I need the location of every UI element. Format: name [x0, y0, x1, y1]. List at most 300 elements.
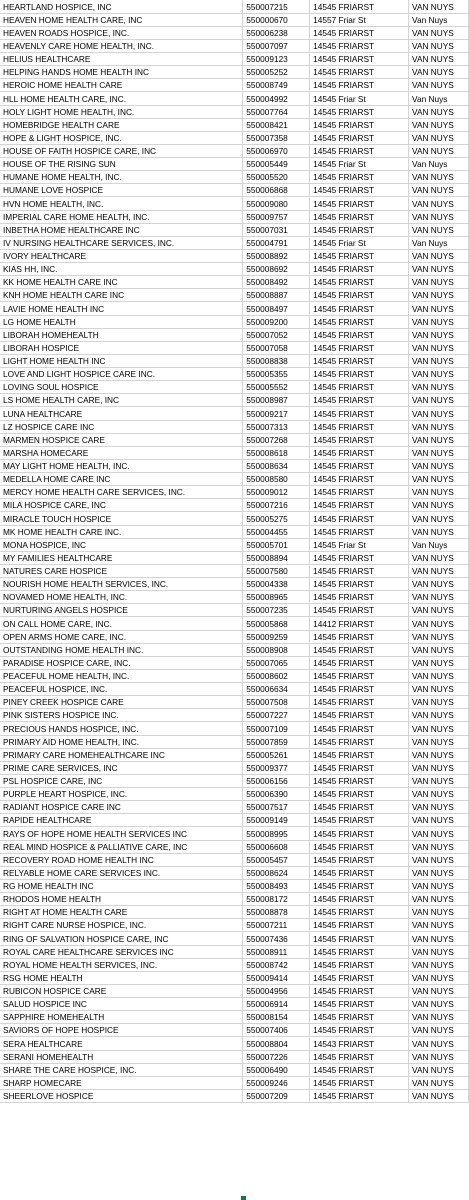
city-cell[interactable]: VAN NUYS [409, 761, 469, 774]
provider-id-cell[interactable]: 550008908 [243, 643, 310, 656]
name-cell[interactable]: HVN HOME HEALTH, INC. [0, 197, 243, 210]
address-cell[interactable]: 14545 FRIARST [310, 827, 409, 840]
provider-id-cell[interactable]: 550005252 [243, 66, 310, 79]
city-cell[interactable]: VAN NUYS [409, 958, 469, 971]
provider-id-cell[interactable]: 550004992 [243, 92, 310, 105]
provider-id-cell[interactable]: 550007031 [243, 223, 310, 236]
provider-id-cell[interactable]: 550006970 [243, 144, 310, 157]
provider-id-cell[interactable]: 550007517 [243, 801, 310, 814]
city-cell[interactable]: VAN NUYS [409, 656, 469, 669]
city-cell[interactable]: VAN NUYS [409, 1063, 469, 1076]
provider-id-cell[interactable]: 550008692 [243, 263, 310, 276]
name-cell[interactable]: OUTSTANDING HOME HEALTH INC. [0, 643, 243, 656]
address-cell[interactable]: 14545 FRIARST [310, 315, 409, 328]
address-cell[interactable]: 14545 FRIARST [310, 551, 409, 564]
address-cell[interactable]: 14545 FRIARST [310, 26, 409, 39]
provider-id-cell[interactable]: 550007109 [243, 722, 310, 735]
city-cell[interactable]: VAN NUYS [409, 184, 469, 197]
name-cell[interactable]: IMPERIAL CARE HOME HEALTH, INC. [0, 210, 243, 223]
provider-id-cell[interactable]: 550008634 [243, 459, 310, 472]
provider-id-cell[interactable]: 550007313 [243, 420, 310, 433]
address-cell[interactable]: 14545 FRIARST [310, 394, 409, 407]
address-cell[interactable]: 14545 FRIARST [310, 459, 409, 472]
address-cell[interactable]: 14545 FRIARST [310, 774, 409, 787]
city-cell[interactable]: VAN NUYS [409, 578, 469, 591]
city-cell[interactable]: VAN NUYS [409, 446, 469, 459]
name-cell[interactable]: MARMEN HOSPICE CARE [0, 433, 243, 446]
city-cell[interactable]: VAN NUYS [409, 1037, 469, 1050]
city-cell[interactable]: VAN NUYS [409, 774, 469, 787]
name-cell[interactable]: SHEERLOVE HOSPICE [0, 1089, 243, 1102]
name-cell[interactable]: SHARP HOMECARE [0, 1076, 243, 1089]
address-cell[interactable]: 14545 FRIARST [310, 1024, 409, 1037]
city-cell[interactable]: VAN NUYS [409, 1024, 469, 1037]
name-cell[interactable]: SHARE THE CARE HOSPICE, INC. [0, 1063, 243, 1076]
city-cell[interactable]: VAN NUYS [409, 998, 469, 1011]
city-cell[interactable]: VAN NUYS [409, 39, 469, 52]
city-cell[interactable]: VAN NUYS [409, 341, 469, 354]
address-cell[interactable]: 14545 FRIARST [310, 971, 409, 984]
city-cell[interactable]: VAN NUYS [409, 696, 469, 709]
name-cell[interactable]: PINEY CREEK HOSPICE CARE [0, 696, 243, 709]
address-cell[interactable]: 14545 FRIARST [310, 486, 409, 499]
name-cell[interactable]: HUMANE HOME HEALTH, INC. [0, 171, 243, 184]
name-cell[interactable]: PRIME CARE SERVICES, INC [0, 761, 243, 774]
provider-id-cell[interactable]: 550005355 [243, 368, 310, 381]
provider-id-cell[interactable]: 550006156 [243, 774, 310, 787]
name-cell[interactable]: NATURES CARE HOSPICE [0, 564, 243, 577]
name-cell[interactable]: MERCY HOME HEALTH CARE SERVICES, INC. [0, 486, 243, 499]
name-cell[interactable]: SERA HEALTHCARE [0, 1037, 243, 1050]
address-cell[interactable]: 14545 FRIARST [310, 906, 409, 919]
name-cell[interactable]: MK HOME HEALTH CARE INC. [0, 525, 243, 538]
provider-id-cell[interactable]: 550008838 [243, 354, 310, 367]
provider-id-cell[interactable]: 550007268 [243, 433, 310, 446]
provider-id-cell[interactable]: 550007216 [243, 499, 310, 512]
address-cell[interactable]: 14545 FRIARST [310, 958, 409, 971]
provider-id-cell[interactable]: 550007227 [243, 709, 310, 722]
address-cell[interactable]: 14545 FRIARST [310, 144, 409, 157]
provider-id-cell[interactable]: 550005520 [243, 171, 310, 184]
provider-id-cell[interactable]: 550007065 [243, 656, 310, 669]
provider-id-cell[interactable]: 550007358 [243, 131, 310, 144]
provider-id-cell[interactable]: 550009200 [243, 315, 310, 328]
city-cell[interactable]: VAN NUYS [409, 1011, 469, 1024]
name-cell[interactable]: HEAVEN HOME HEALTH CARE, INC [0, 13, 243, 26]
provider-id-cell[interactable]: 550008154 [243, 1011, 310, 1024]
city-cell[interactable]: VAN NUYS [409, 210, 469, 223]
city-cell[interactable]: VAN NUYS [409, 801, 469, 814]
address-cell[interactable]: 14545 FRIARST [310, 591, 409, 604]
name-cell[interactable]: PSL HOSPICE CARE, INC [0, 774, 243, 787]
provider-id-cell[interactable]: 550008894 [243, 551, 310, 564]
name-cell[interactable]: HLL HOME HEALTH CARE, INC. [0, 92, 243, 105]
name-cell[interactable]: HOPE & LIGHT HOSPICE, INC. [0, 131, 243, 144]
city-cell[interactable]: Van Nuys [409, 92, 469, 105]
address-cell[interactable]: 14545 FRIARST [310, 328, 409, 341]
city-cell[interactable]: VAN NUYS [409, 249, 469, 262]
provider-id-cell[interactable]: 550007508 [243, 696, 310, 709]
city-cell[interactable]: VAN NUYS [409, 906, 469, 919]
provider-id-cell[interactable]: 550005701 [243, 538, 310, 551]
name-cell[interactable]: MILA HOSPICE CARE, INC [0, 499, 243, 512]
address-cell[interactable]: 14545 FRIARST [310, 879, 409, 892]
provider-id-cell[interactable]: 550007209 [243, 1089, 310, 1102]
city-cell[interactable]: VAN NUYS [409, 669, 469, 682]
city-cell[interactable]: VAN NUYS [409, 394, 469, 407]
address-cell[interactable]: 14545 FRIARST [310, 866, 409, 879]
address-cell[interactable]: 14545 FRIARST [310, 473, 409, 486]
city-cell[interactable]: VAN NUYS [409, 709, 469, 722]
city-cell[interactable]: VAN NUYS [409, 564, 469, 577]
provider-id-cell[interactable]: 550005868 [243, 617, 310, 630]
city-cell[interactable]: VAN NUYS [409, 354, 469, 367]
provider-id-cell[interactable]: 550007058 [243, 341, 310, 354]
address-cell[interactable]: 14545 FRIARST [310, 840, 409, 853]
address-cell[interactable]: 14545 FRIARST [310, 131, 409, 144]
city-cell[interactable]: VAN NUYS [409, 945, 469, 958]
provider-id-cell[interactable]: 550009217 [243, 407, 310, 420]
address-cell[interactable]: 14545 FRIARST [310, 932, 409, 945]
name-cell[interactable]: LOVE AND LIGHT HOSPICE CARE INC. [0, 368, 243, 381]
provider-id-cell[interactable]: 550006238 [243, 26, 310, 39]
name-cell[interactable]: ROYAL CARE HEALTHCARE SERVICES INC [0, 945, 243, 958]
city-cell[interactable]: VAN NUYS [409, 722, 469, 735]
name-cell[interactable]: IV NURSING HEALTHCARE SERVICES, INC. [0, 236, 243, 249]
city-cell[interactable]: VAN NUYS [409, 328, 469, 341]
city-cell[interactable]: Van Nuys [409, 158, 469, 171]
city-cell[interactable]: VAN NUYS [409, 289, 469, 302]
name-cell[interactable]: HOUSE OF THE RISING SUN [0, 158, 243, 171]
city-cell[interactable]: Van Nuys [409, 13, 469, 26]
name-cell[interactable]: RELYABLE HOME CARE SERVICES INC. [0, 866, 243, 879]
city-cell[interactable]: VAN NUYS [409, 604, 469, 617]
city-cell[interactable]: VAN NUYS [409, 683, 469, 696]
city-cell[interactable]: VAN NUYS [409, 368, 469, 381]
city-cell[interactable]: VAN NUYS [409, 407, 469, 420]
provider-id-cell[interactable]: 550004791 [243, 236, 310, 249]
address-cell[interactable]: 14545 FRIARST [310, 79, 409, 92]
address-cell[interactable]: 14545 FRIARST [310, 105, 409, 118]
address-cell[interactable]: 14545 FRIARST [310, 945, 409, 958]
name-cell[interactable]: RG HOME HEALTH INC [0, 879, 243, 892]
provider-id-cell[interactable]: 550009123 [243, 53, 310, 66]
provider-id-cell[interactable]: 550006868 [243, 184, 310, 197]
city-cell[interactable]: VAN NUYS [409, 866, 469, 879]
address-cell[interactable]: 14545 FRIARST [310, 249, 409, 262]
provider-id-cell[interactable]: 550008172 [243, 893, 310, 906]
provider-id-cell[interactable]: 550008987 [243, 394, 310, 407]
city-cell[interactable]: VAN NUYS [409, 840, 469, 853]
provider-id-cell[interactable]: 550006634 [243, 683, 310, 696]
name-cell[interactable]: HEAVENLY CARE HOME HEALTH, INC. [0, 39, 243, 52]
provider-id-cell[interactable]: 550006490 [243, 1063, 310, 1076]
provider-id-cell[interactable]: 550004338 [243, 578, 310, 591]
city-cell[interactable]: VAN NUYS [409, 643, 469, 656]
address-cell[interactable]: 14545 FRIARST [310, 669, 409, 682]
city-cell[interactable]: VAN NUYS [409, 223, 469, 236]
provider-id-cell[interactable]: 550008624 [243, 866, 310, 879]
city-cell[interactable]: Van Nuys [409, 538, 469, 551]
name-cell[interactable]: KK HOME HEALTH CARE INC [0, 276, 243, 289]
provider-id-cell[interactable]: 550008911 [243, 945, 310, 958]
city-cell[interactable]: VAN NUYS [409, 53, 469, 66]
address-cell[interactable]: 14545 FRIARST [310, 446, 409, 459]
name-cell[interactable]: HUMANE LOVE HOSPICE [0, 184, 243, 197]
city-cell[interactable]: VAN NUYS [409, 79, 469, 92]
provider-id-cell[interactable]: 550005552 [243, 381, 310, 394]
address-cell[interactable]: 14545 FRIARST [310, 420, 409, 433]
name-cell[interactable]: NURTURING ANGELS HOSPICE [0, 604, 243, 617]
city-cell[interactable]: VAN NUYS [409, 1076, 469, 1089]
name-cell[interactable]: HELPING HANDS HOME HEALTH INC [0, 66, 243, 79]
city-cell[interactable]: VAN NUYS [409, 144, 469, 157]
provider-id-cell[interactable]: 550006608 [243, 840, 310, 853]
city-cell[interactable]: VAN NUYS [409, 276, 469, 289]
name-cell[interactable]: RHODOS HOME HEALTH [0, 893, 243, 906]
name-cell[interactable]: INBETHA HOME HEALTHCARE INC [0, 223, 243, 236]
city-cell[interactable]: VAN NUYS [409, 26, 469, 39]
address-cell[interactable]: 14545 FRIARST [310, 801, 409, 814]
city-cell[interactable]: VAN NUYS [409, 551, 469, 564]
provider-id-cell[interactable]: 550007764 [243, 105, 310, 118]
provider-id-cell[interactable]: 550007406 [243, 1024, 310, 1037]
city-cell[interactable]: VAN NUYS [409, 617, 469, 630]
name-cell[interactable]: NOVAMED HOME HEALTH, INC. [0, 591, 243, 604]
name-cell[interactable]: OPEN ARMS HOME CARE, INC. [0, 630, 243, 643]
city-cell[interactable]: VAN NUYS [409, 630, 469, 643]
city-cell[interactable]: VAN NUYS [409, 748, 469, 761]
name-cell[interactable]: LUNA HEALTHCARE [0, 407, 243, 420]
name-cell[interactable]: PRIMARY CARE HOMEHEALTHCARE INC [0, 748, 243, 761]
provider-id-cell[interactable]: 550006390 [243, 788, 310, 801]
name-cell[interactable]: HELIUS HEALTHCARE [0, 53, 243, 66]
address-cell[interactable]: 14545 FRIARST [310, 341, 409, 354]
provider-id-cell[interactable]: 550007436 [243, 932, 310, 945]
city-cell[interactable]: VAN NUYS [409, 118, 469, 131]
address-cell[interactable]: 14545 Friar St [310, 236, 409, 249]
provider-id-cell[interactable]: 550008421 [243, 118, 310, 131]
address-cell[interactable]: 14545 FRIARST [310, 919, 409, 932]
city-cell[interactable]: VAN NUYS [409, 486, 469, 499]
address-cell[interactable]: 14545 FRIARST [310, 656, 409, 669]
provider-id-cell[interactable]: 550006914 [243, 998, 310, 1011]
provider-id-cell[interactable]: 550009149 [243, 814, 310, 827]
address-cell[interactable]: 14545 FRIARST [310, 578, 409, 591]
provider-id-cell[interactable]: 550009377 [243, 761, 310, 774]
city-cell[interactable]: VAN NUYS [409, 105, 469, 118]
address-cell[interactable]: 14545 FRIARST [310, 184, 409, 197]
provider-id-cell[interactable]: 550008887 [243, 289, 310, 302]
name-cell[interactable]: RADIANT HOSPICE CARE INC [0, 801, 243, 814]
provider-id-cell[interactable]: 550008965 [243, 591, 310, 604]
address-cell[interactable]: 14545 FRIARST [310, 499, 409, 512]
city-cell[interactable]: VAN NUYS [409, 591, 469, 604]
provider-id-cell[interactable]: 550008618 [243, 446, 310, 459]
city-cell[interactable]: VAN NUYS [409, 525, 469, 538]
address-cell[interactable]: 14545 FRIARST [310, 998, 409, 1011]
city-cell[interactable]: VAN NUYS [409, 420, 469, 433]
city-cell[interactable]: VAN NUYS [409, 971, 469, 984]
address-cell[interactable]: 14545 FRIARST [310, 722, 409, 735]
address-cell[interactable]: 14545 FRIARST [310, 984, 409, 997]
name-cell[interactable]: NOURISH HOME HEALTH SERVICES, INC. [0, 578, 243, 591]
address-cell[interactable]: 14545 FRIARST [310, 853, 409, 866]
address-cell[interactable]: 14545 FRIARST [310, 0, 409, 13]
city-cell[interactable]: VAN NUYS [409, 788, 469, 801]
name-cell[interactable]: HOLY LIGHT HOME HEALTH, INC. [0, 105, 243, 118]
address-cell[interactable]: 14545 FRIARST [310, 210, 409, 223]
city-cell[interactable]: VAN NUYS [409, 735, 469, 748]
address-cell[interactable]: 14545 FRIARST [310, 223, 409, 236]
name-cell[interactable]: PEACEFUL HOSPICE, INC. [0, 683, 243, 696]
city-cell[interactable]: VAN NUYS [409, 853, 469, 866]
address-cell[interactable]: 14545 FRIARST [310, 748, 409, 761]
address-cell[interactable]: 14545 FRIARST [310, 761, 409, 774]
name-cell[interactable]: MAY LIGHT HOME HEALTH, INC. [0, 459, 243, 472]
provider-id-cell[interactable]: 550009259 [243, 630, 310, 643]
city-cell[interactable]: VAN NUYS [409, 814, 469, 827]
address-cell[interactable]: 14545 FRIARST [310, 368, 409, 381]
provider-id-cell[interactable]: 550005275 [243, 512, 310, 525]
name-cell[interactable]: KIAS HH, INC. [0, 263, 243, 276]
city-cell[interactable]: VAN NUYS [409, 919, 469, 932]
provider-id-cell[interactable]: 550004956 [243, 984, 310, 997]
provider-id-cell[interactable]: 550008995 [243, 827, 310, 840]
provider-id-cell[interactable]: 550008804 [243, 1037, 310, 1050]
address-cell[interactable]: 14545 FRIARST [310, 814, 409, 827]
city-cell[interactable]: VAN NUYS [409, 131, 469, 144]
provider-id-cell[interactable]: 550000670 [243, 13, 310, 26]
city-cell[interactable]: VAN NUYS [409, 893, 469, 906]
provider-id-cell[interactable]: 550007052 [243, 328, 310, 341]
name-cell[interactable]: LIBORAH HOSPICE [0, 341, 243, 354]
address-cell[interactable]: 14545 Friar St [310, 92, 409, 105]
address-cell[interactable]: 14545 Friar St [310, 158, 409, 171]
address-cell[interactable]: 14545 FRIARST [310, 512, 409, 525]
city-cell[interactable]: VAN NUYS [409, 263, 469, 276]
name-cell[interactable]: REAL MIND HOSPICE & PALLIATIVE CARE, INC [0, 840, 243, 853]
provider-id-cell[interactable]: 550007097 [243, 39, 310, 52]
name-cell[interactable]: SERANI HOMEHEALTH [0, 1050, 243, 1063]
address-cell[interactable]: 14545 FRIARST [310, 263, 409, 276]
provider-id-cell[interactable]: 550008602 [243, 669, 310, 682]
provider-id-cell[interactable]: 550007235 [243, 604, 310, 617]
address-cell[interactable]: 14545 FRIARST [310, 696, 409, 709]
provider-id-cell[interactable]: 550007859 [243, 735, 310, 748]
name-cell[interactable]: MONA HOSPICE, INC [0, 538, 243, 551]
name-cell[interactable]: RING OF SALVATION HOSPICE CARE, INC [0, 932, 243, 945]
address-cell[interactable]: 14545 FRIARST [310, 1050, 409, 1063]
address-cell[interactable]: 14557 Friar St [310, 13, 409, 26]
address-cell[interactable]: 14545 FRIARST [310, 1011, 409, 1024]
city-cell[interactable]: VAN NUYS [409, 499, 469, 512]
name-cell[interactable]: MARSHA HOMECARE [0, 446, 243, 459]
address-cell[interactable]: 14545 FRIARST [310, 1076, 409, 1089]
name-cell[interactable]: ROYAL HOME HEALTH SERVICES, INC. [0, 958, 243, 971]
name-cell[interactable]: LS HOME HEALTH CARE, INC [0, 394, 243, 407]
city-cell[interactable]: VAN NUYS [409, 879, 469, 892]
address-cell[interactable]: 14545 FRIARST [310, 171, 409, 184]
address-cell[interactable]: 14545 FRIARST [310, 302, 409, 315]
name-cell[interactable]: MIRACLE TOUCH HOSPICE [0, 512, 243, 525]
address-cell[interactable]: 14545 FRIARST [310, 525, 409, 538]
name-cell[interactable]: LIBORAH HOMEHEALTH [0, 328, 243, 341]
name-cell[interactable]: SAPPHIRE HOMEHEALTH [0, 1011, 243, 1024]
address-cell[interactable]: 14545 FRIARST [310, 709, 409, 722]
address-cell[interactable]: 14545 FRIARST [310, 604, 409, 617]
provider-id-cell[interactable]: 550008493 [243, 879, 310, 892]
name-cell[interactable]: MY FAMILIES HEALTHCARE [0, 551, 243, 564]
provider-id-cell[interactable]: 550007215 [243, 0, 310, 13]
name-cell[interactable]: LAVIE HOME HEALTH INC [0, 302, 243, 315]
provider-id-cell[interactable]: 550008580 [243, 473, 310, 486]
city-cell[interactable]: VAN NUYS [409, 302, 469, 315]
address-cell[interactable]: 14545 FRIARST [310, 643, 409, 656]
city-cell[interactable]: Van Nuys [409, 236, 469, 249]
provider-id-cell[interactable]: 550008749 [243, 79, 310, 92]
name-cell[interactable]: HEARTLAND HOSPICE, INC [0, 0, 243, 13]
name-cell[interactable]: IVORY HEALTHCARE [0, 249, 243, 262]
address-cell[interactable]: 14412 FRIARST [310, 617, 409, 630]
address-cell[interactable]: 14545 FRIARST [310, 564, 409, 577]
address-cell[interactable]: 14545 FRIARST [310, 66, 409, 79]
provider-id-cell[interactable]: 550007226 [243, 1050, 310, 1063]
name-cell[interactable]: LZ HOSPICE CARE INC [0, 420, 243, 433]
provider-id-cell[interactable]: 550009012 [243, 486, 310, 499]
name-cell[interactable]: PINK SISTERS HOSPICE INC. [0, 709, 243, 722]
name-cell[interactable]: HEAVEN ROADS HOSPICE, INC. [0, 26, 243, 39]
name-cell[interactable]: ON CALL HOME CARE, INC. [0, 617, 243, 630]
city-cell[interactable]: VAN NUYS [409, 932, 469, 945]
city-cell[interactable]: VAN NUYS [409, 66, 469, 79]
provider-id-cell[interactable]: 550004455 [243, 525, 310, 538]
address-cell[interactable]: 14545 FRIARST [310, 289, 409, 302]
city-cell[interactable]: VAN NUYS [409, 1050, 469, 1063]
provider-id-cell[interactable]: 550009414 [243, 971, 310, 984]
address-cell[interactable]: 14545 FRIARST [310, 381, 409, 394]
city-cell[interactable]: VAN NUYS [409, 171, 469, 184]
name-cell[interactable]: PURPLE HEART HOSPICE, INC. [0, 788, 243, 801]
provider-id-cell[interactable]: 550005449 [243, 158, 310, 171]
name-cell[interactable]: HEROIC HOME HEALTH CARE [0, 79, 243, 92]
city-cell[interactable]: VAN NUYS [409, 433, 469, 446]
city-cell[interactable]: VAN NUYS [409, 315, 469, 328]
name-cell[interactable]: RSG HOME HEALTH [0, 971, 243, 984]
address-cell[interactable]: 14543 FRIARST [310, 1037, 409, 1050]
address-cell[interactable]: 14545 FRIARST [310, 197, 409, 210]
name-cell[interactable]: LOVING SOUL HOSPICE [0, 381, 243, 394]
address-cell[interactable]: 14545 FRIARST [310, 735, 409, 748]
name-cell[interactable]: PARADISE HOSPICE CARE, INC. [0, 656, 243, 669]
provider-id-cell[interactable]: 550008492 [243, 276, 310, 289]
name-cell[interactable]: PRECIOUS HANDS HOSPICE, INC. [0, 722, 243, 735]
provider-id-cell[interactable]: 550008878 [243, 906, 310, 919]
address-cell[interactable]: 14545 FRIARST [310, 354, 409, 367]
name-cell[interactable]: RIGHT AT HOME HEALTH CARE [0, 906, 243, 919]
address-cell[interactable]: 14545 FRIARST [310, 1063, 409, 1076]
provider-id-cell[interactable]: 550005457 [243, 853, 310, 866]
name-cell[interactable]: LIGHT HOME HEALTH INC [0, 354, 243, 367]
name-cell[interactable]: LG HOME HEALTH [0, 315, 243, 328]
city-cell[interactable]: VAN NUYS [409, 197, 469, 210]
city-cell[interactable]: VAN NUYS [409, 381, 469, 394]
provider-id-cell[interactable]: 550007211 [243, 919, 310, 932]
city-cell[interactable]: VAN NUYS [409, 1089, 469, 1102]
address-cell[interactable]: 14545 FRIARST [310, 433, 409, 446]
provider-id-cell[interactable]: 550009246 [243, 1076, 310, 1089]
city-cell[interactable]: VAN NUYS [409, 459, 469, 472]
